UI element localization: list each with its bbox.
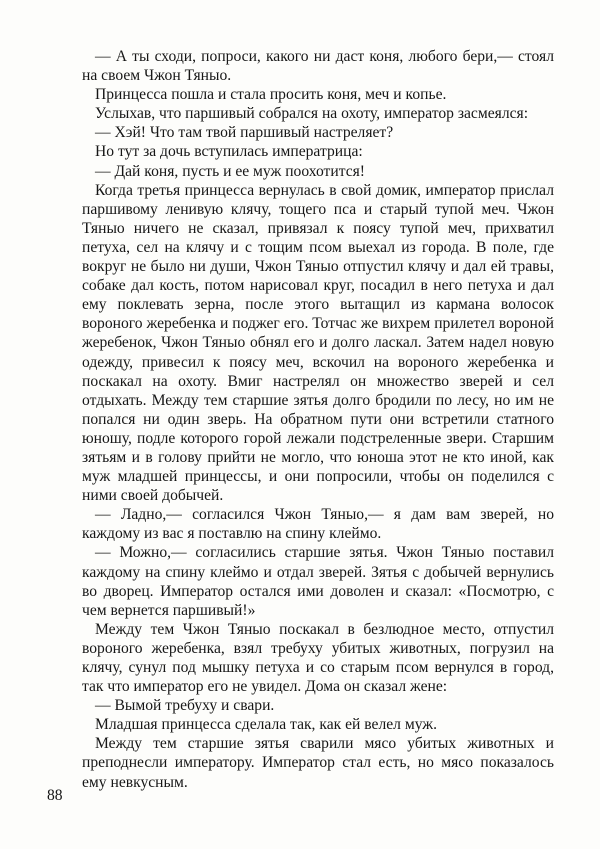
paragraph: — Дай коня, пусть и ее муж поохотится!	[95, 162, 365, 180]
paragraph: Младшая принцесса сделала так, как ей велел муж.	[95, 716, 437, 734]
page-body-text	[82, 47, 554, 792]
paragraph: Между тем Чжон Тяныо поскакал в безлюдное место, отпустил вороного жеребенка, взял требуху убитых животных, погрузил на клячу, сунул под мышку петуха и со старым псом вернулся в город, так что император его не увидел. Дома он сказал жене:	[82, 620, 554, 696]
page-number: 88	[47, 787, 63, 804]
paragraph: — Ладно,— согласился Чжон Тяныо,— я дам вам зверей, но каждому из вас я поставлю на спину клеймо.	[82, 506, 554, 543]
paragraph: Принцесса пошла и стала просить коня, меч и копье.	[95, 86, 447, 104]
paragraph: — Можно,— согласились старшие зятья. Чжон Тяныо поставил каждому на спину клеймо и отдал зверей. Зятья с добычей вернулись во дворец. Император остался ими доволен и сказал: «Посмотрю, с чем вернется паршивый!»	[82, 544, 554, 619]
paragraph: — Хэй! Что там твой паршивый настреляет?	[95, 124, 394, 142]
paragraph: Между тем старшие зятья сварили мясо убитых животных и преподнесли императору. Император стал есть, но мясо показалось ему невкусным.	[82, 735, 554, 791]
paragraph: Но тут за дочь вступилась императрица:	[95, 143, 363, 161]
paragraph: — Вымой требуху и свари.	[95, 697, 275, 715]
paragraph: Когда третья принцесса вернулась в свой домик, император прислал паршивому ленивую клячу, тощего пса и старый тупой меч. Чжон Тяныо ничего не сказал, привязал к поясу тупой меч, прихватил петуха, сел на клячу и с тощим псом выехал из города. В поле, где вокруг не было ни души, Чжон Тяныо отпустил клячу и дал ей травы, собаке дал кость, потом нарисовал круг, посадил в него петуха и дал ему поклевать зерна, после этого вытащил из кармана волосок вороного жеребенка и поджег его. Тотчас же вихрем прилетел вороной жеребенок, Чжон Тяныо обнял его и долго ласкал. Затем надел новую одежду, привесил к поясу меч, вскочил на вороного жеребенка и поскакал на охоту. Вмиг настрелял он множество зверей и сел отдыхать. Между тем старшие зятья долго бродили по лесу, но им не попался ни один зверь. На обратном пути они встретили статного юношу, подле которого горой лежали подстреленные звери. Старшим зятьям и в голову прийти не могло, что юноша этот не кто иной, как муж младшей принцессы, и они попросили, чтобы он поделился с ними своей добычей.	[82, 181, 554, 505]
paragraph: — А ты сходи, попроси, какого ни даст коня, любого бери,— стоял на своем Чжон Тяныо.	[82, 48, 554, 85]
paragraph: Услыхав, что паршивый собрался на охоту, император засмеялся:	[95, 105, 529, 123]
